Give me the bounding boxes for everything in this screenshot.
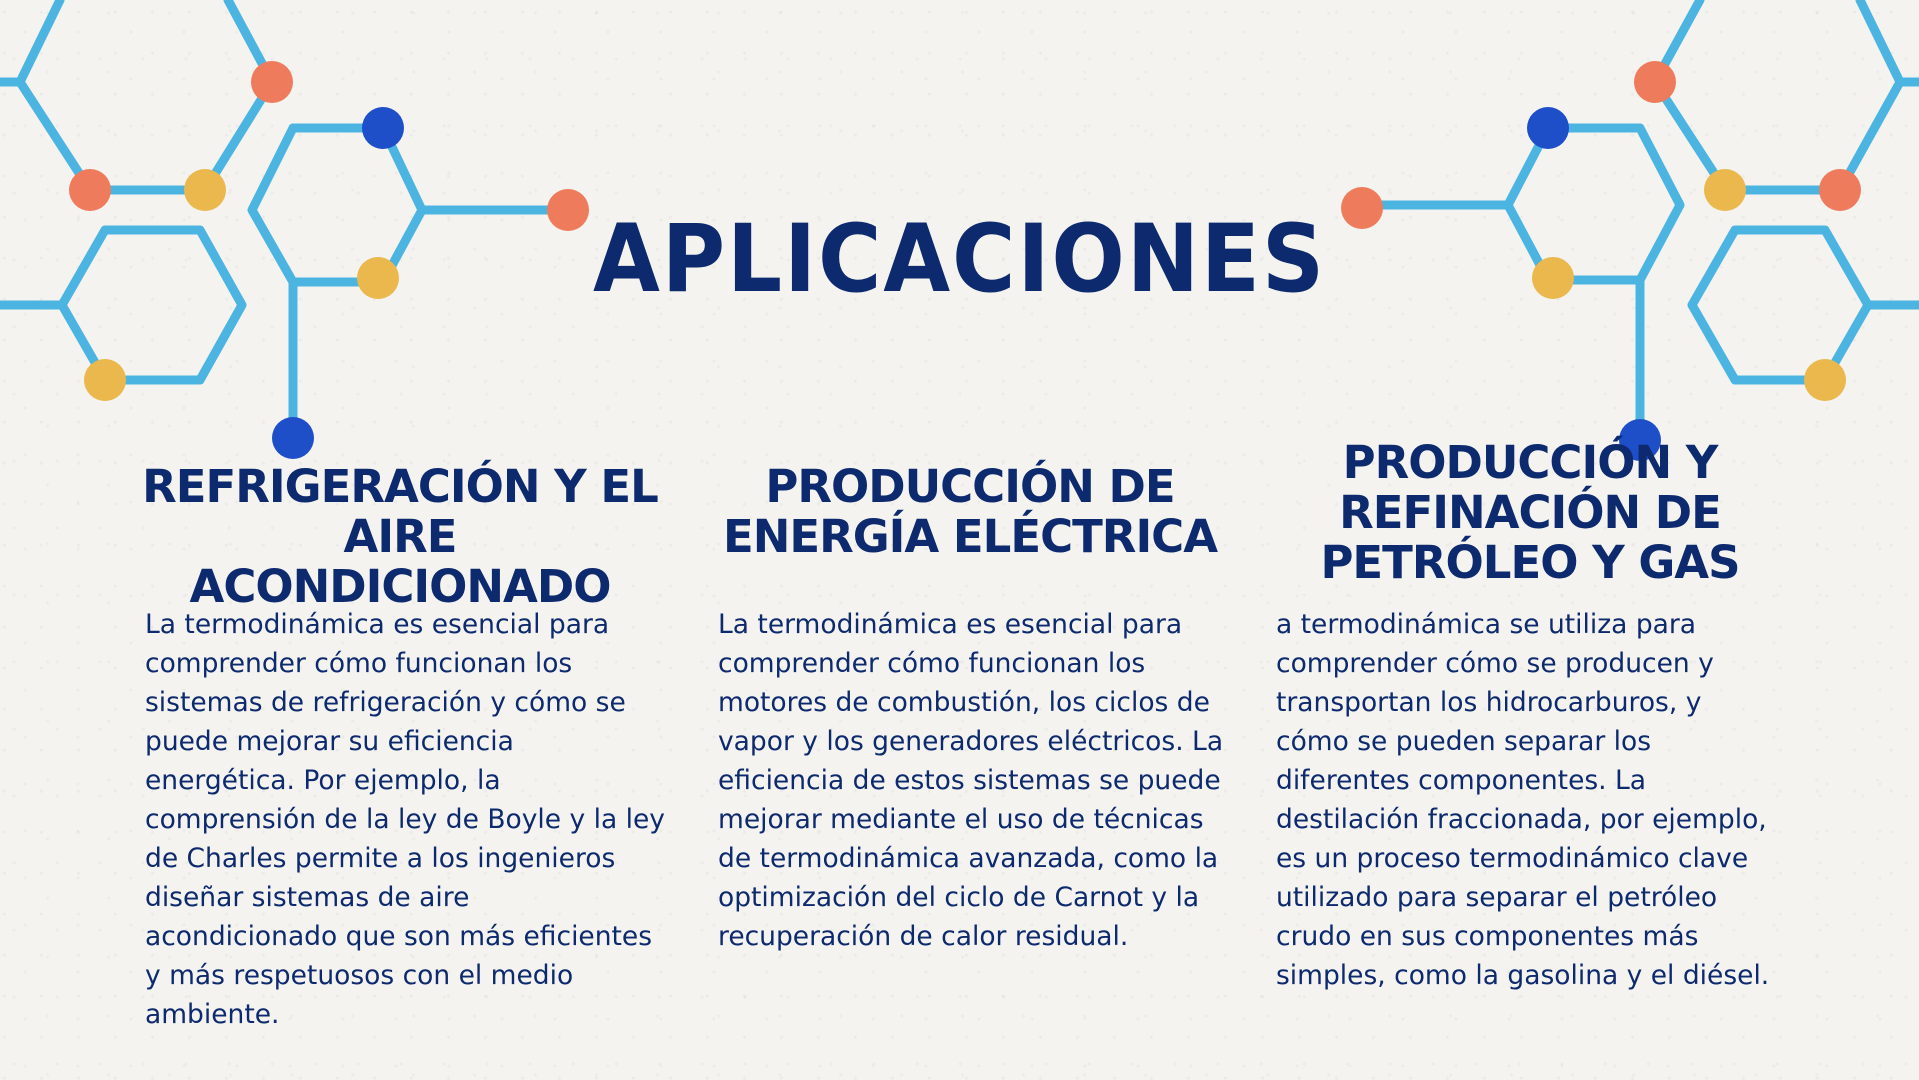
atom-blue: [1527, 107, 1569, 149]
column-body-oil-gas: a termodinámica se utiliza para comprender cómo se producen y transportan los hidrocarburos, y cómo se pueden separar los diferentes componentes. La destilación fraccionada, por ejemplo, es un proceso termodinámico clave utilizado para separar el petróleo crudo en sus componentes más simples, como la gasolina y el diésel.: [1276, 609, 1770, 991]
column-body-refrigeration: La termodinámica es esencial para comprender cómo funcionan los sistemas de refrigeración y cómo se puede mejorar su eficiencia energética. Por ejemplo, la comprensión de la ley de Boyle y la ley de Charles permite a los ingenieros diseñar sistemas de aire acondicionado que son más eficientes y más respetuosos con el medio ambiente.: [145, 609, 665, 1030]
atom-yellow: [1804, 359, 1846, 401]
page-title: APLICACIONES: [593, 205, 1326, 314]
atom-orange: [1634, 61, 1676, 103]
column-heading-oil-gas: PRODUCCIÓN Y REFINACIÓN DE PETRÓLEO Y GAS: [1320, 436, 1740, 589]
column-heading-electric-energy: PRODUCCIÓN DE ENERGÍA ELÉCTRICA: [722, 460, 1218, 563]
atom-blue: [362, 107, 404, 149]
atom-orange: [251, 61, 293, 103]
atom-yellow: [84, 359, 126, 401]
column-heading-refrigeration: REFRIGERACIÓN Y EL AIRE ACONDICIONADO: [142, 460, 658, 613]
column-body-electric-energy: La termodinámica es esencial para comprender cómo funcionan los motores de combustión, los ciclos de vapor y los generadores eléctricos. La eficiencia de estos sistemas se puede mejorar mediante el uso de técnicas de termodinámica avanzada, como la optimización del ciclo de Carnot y la recuperación de calor residual.: [718, 609, 1224, 952]
atom-blue: [272, 417, 314, 459]
